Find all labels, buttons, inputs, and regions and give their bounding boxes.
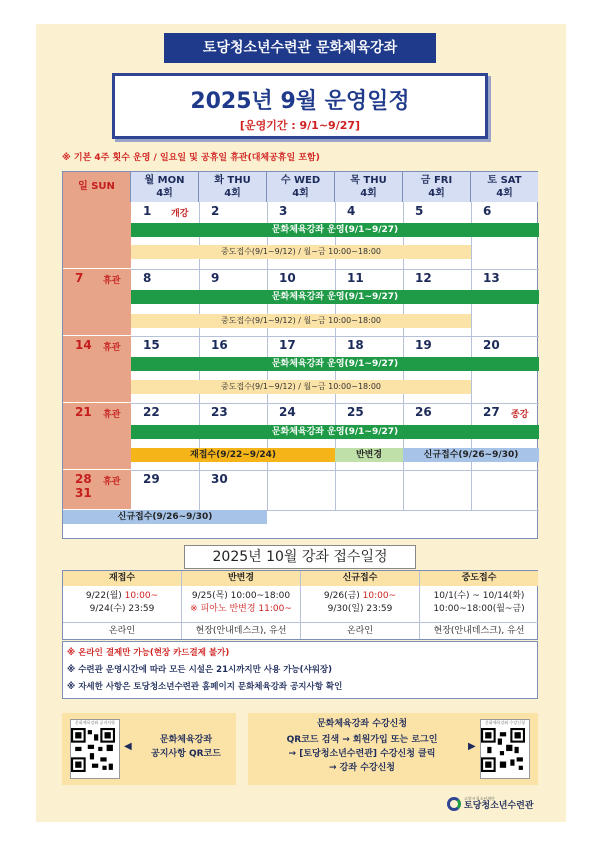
re-registration-bar: 재접수(9/22~9/24) (131, 448, 335, 462)
day-number: 8 (143, 271, 152, 285)
arrow-right-icon: ▶ (468, 741, 476, 752)
grid-line (131, 336, 539, 337)
day-number: 25 (347, 405, 364, 419)
oct-col-class-change: 반변경 9/25(목) 10:00~18:00 ※ 피아노 반변경 11:00~ 현장(안내데스크), 유선 (182, 571, 301, 639)
sun-cell (63, 269, 131, 336)
day-number: 19 (415, 338, 432, 352)
qr-code-notice[interactable]: 문화체육강좌 공지사항 (70, 719, 120, 779)
operation-period: [운영기간 : 9/1~9/27] (239, 119, 361, 132)
closed-tag: 휴관 (103, 410, 121, 420)
closed-tag: 휴관 (103, 477, 121, 487)
day-number: 20 (483, 338, 500, 352)
grid-line (131, 403, 539, 404)
day-number: 11 (347, 271, 364, 285)
operation-bar: 문화체육강좌 운영(9/1~9/27) (131, 223, 539, 237)
calendar (62, 171, 538, 539)
note-details: ※ 자세한 사항은 토당청소년수련관 홈페이지 문화체육강좌 공지사항 확인 (67, 682, 343, 692)
header-tue: 화 THU 4회 (199, 172, 267, 202)
october-title: 2025년 10월 강좌 접수일정 (184, 545, 416, 569)
day-number: 5 (415, 204, 424, 218)
sunday-number: 28 31 (75, 472, 92, 500)
grid-line (131, 269, 539, 270)
logo: 고양시청소년재단 토당청소년수련관 (447, 796, 534, 811)
sun-cell (63, 202, 131, 269)
operation-bar: 문화체육강좌 운영(9/1~9/27) (131, 425, 539, 439)
day-number: 17 (279, 338, 296, 352)
header-thu: 목 THU 4회 (335, 172, 403, 202)
closed-tag: 휴관 (103, 343, 121, 353)
mid-registration-bar: 중도접수(9/1~9/12) / 월~금 10:00~18:00 (131, 380, 471, 394)
day-number: 16 (211, 338, 228, 352)
day-number: 15 (143, 338, 160, 352)
oct-col-mid-registration: 중도접수 10/1(수) ~ 10/14(화) 10:00~18:00(월~금) 현장(안내데스크), 유선 (420, 571, 538, 639)
sunday-number: 21 (75, 405, 92, 419)
operation-bar: 문화체육강좌 운영(9/1~9/27) (131, 357, 539, 371)
header-fri: 금 FRI 4회 (403, 172, 471, 202)
qr-code-icon (481, 728, 525, 772)
note-payment: ※ 온라인 결제만 가능(현장 카드결제 불가) (67, 648, 230, 658)
new-registration-bar: 신규접수(9/26~9/30) (63, 510, 267, 524)
holiday-notice: ※ 기본 4주 횟수 운영 / 일요일 및 공휴일 휴관(대체공휴일 포함) (62, 153, 320, 163)
day-number: 9 (211, 271, 220, 285)
day-number: 23 (211, 405, 228, 419)
qr-code-icon (71, 728, 115, 772)
qr-apply-box (248, 713, 538, 785)
title-box (112, 73, 488, 139)
sun-cell (63, 336, 131, 403)
class-change-bar: 반변경 (335, 448, 403, 462)
sunday-number: 14 (75, 338, 92, 352)
page-title: 2025년 9월 운영일정 (190, 89, 410, 114)
day-number: 13 (483, 271, 500, 285)
start-tag: 개강 (171, 209, 189, 219)
note-hours: ※ 수련관 운영시간에 따라 모든 시설은 21시까지만 사용 가능(샤워장) (67, 665, 333, 675)
mid-registration-bar: 중도접수(9/1~9/12) / 월~금 10:00~18:00 (131, 245, 471, 259)
day-number: 29 (143, 472, 160, 486)
oct-col-reregistration: 재접수 9/22(월) 10:00~ 9/24(수) 23:59 온라인 (63, 571, 182, 639)
day-number: 2 (211, 204, 220, 218)
logo-mark-icon (447, 797, 461, 811)
day-number: 1 (143, 204, 152, 218)
sunday-number: 7 (75, 271, 84, 285)
grid-line (471, 202, 472, 510)
notes-box (62, 641, 538, 699)
grid-line (131, 470, 539, 471)
logo-name: 토당청소년수련관 (464, 801, 534, 811)
day-number: 30 (211, 472, 228, 486)
header-wed: 수 WED 4회 (267, 172, 335, 202)
day-number: 22 (143, 405, 160, 419)
header-mon: 월 MON 4회 (131, 172, 199, 202)
day-number: 3 (279, 204, 288, 218)
day-number: 27 (483, 405, 500, 419)
day-number: 6 (483, 204, 492, 218)
qr-code-apply[interactable]: 문화체육강좌 수강신청 (480, 719, 530, 779)
sun-cell (63, 403, 131, 470)
qr-apply-text: 문화체육강좌 수강신청 QR코드 검색 → 회원가입 또는 로그인 → [토당청소년수련관] 수강신청 클릭 → 강좌 수강신청 (286, 719, 438, 773)
closed-tag: 휴관 (103, 276, 121, 286)
day-number: 12 (415, 271, 432, 285)
header-sat: 토 SAT 4회 (471, 172, 538, 202)
mid-registration-bar: 중도접수(9/1~9/12) / 월~금 10:00~18:00 (131, 314, 471, 328)
end-tag: 종강 (511, 410, 529, 420)
qr-notice-box (62, 713, 236, 785)
arrow-left-icon: ◀ (124, 741, 132, 752)
day-number: 10 (279, 271, 296, 285)
day-number: 18 (347, 338, 364, 352)
operation-bar: 문화체육강좌 운영(9/1~9/27) (131, 290, 539, 304)
day-number: 24 (279, 405, 296, 419)
october-schedule (62, 570, 538, 640)
oct-col-new-registration: 신규접수 9/26(금) 10:00~ 9/30(일) 23:59 온라인 (301, 571, 420, 639)
day-number: 4 (347, 204, 356, 218)
qr-notice-label: 문화체육강좌 공지사항 QR코드 (151, 735, 221, 759)
day-number: 26 (415, 405, 432, 419)
new-registration-bar: 신규접수(9/26~9/30) (403, 448, 539, 462)
sun-cell (63, 470, 131, 510)
header-sun: 일 SUN (63, 172, 131, 202)
org-banner: 토당청소년수련관 문화체육강좌 (164, 33, 436, 63)
